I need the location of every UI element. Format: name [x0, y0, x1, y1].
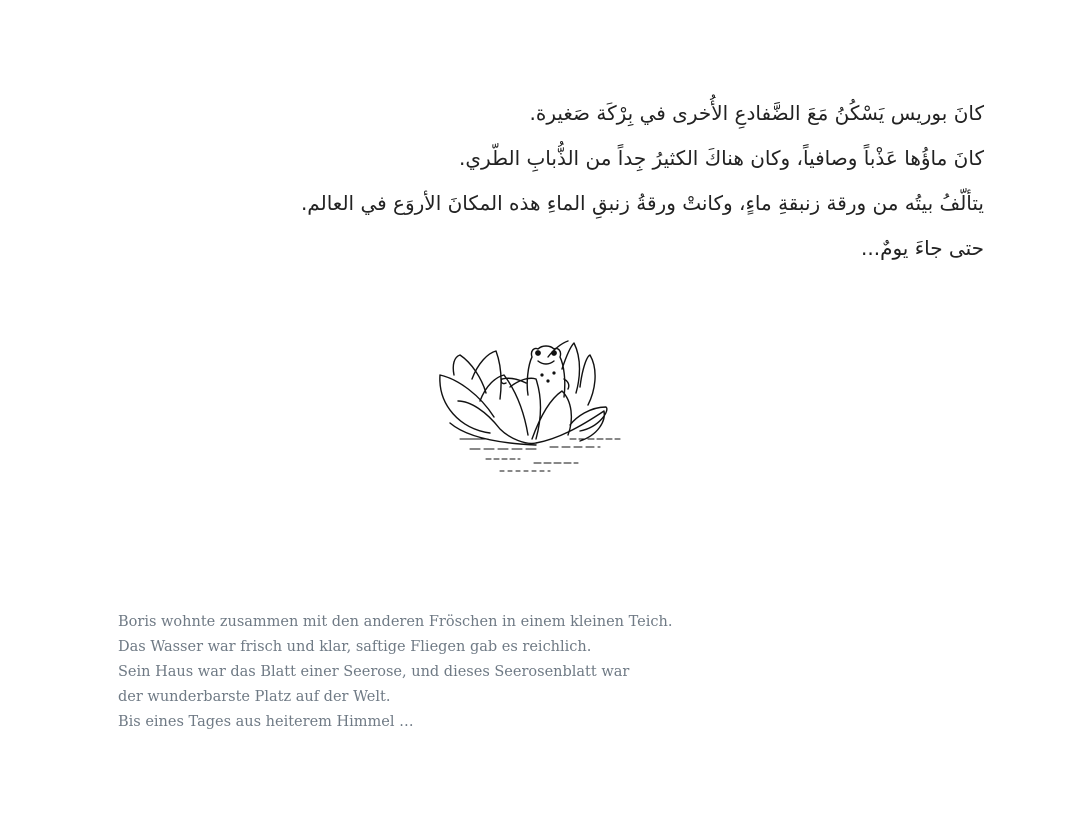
arabic-line-1: كانَ بوريس يَسْكُنُ مَعَ الضَّفادعِ الأُخرى في بِرْكَة صَغيرة. [529, 101, 984, 125]
frog-on-water-lily-icon [430, 335, 630, 480]
arabic-story-text [264, 92, 984, 272]
german-line-1: Boris wohnte zusammen mit den anderen Fröschen in einem kleinen Teich. [118, 614, 673, 630]
arabic-line-4: حتى جاءَ يومٌ... [861, 236, 984, 260]
arabic-line-3: يتألّفُ بيتُه من ورقة زنبقةِ ماءٍ، وكانتْ ورقةُ زنبقِ الماءِ هذه المكانَ الأروَع في العالم. [300, 191, 984, 215]
german-line-5: Bis eines Tages aus heiterem Himmel … [118, 714, 414, 730]
german-line-4: der wunderbarste Platz auf der Welt. [118, 689, 391, 705]
german-story-text [118, 610, 738, 735]
german-line-3: Sein Haus war das Blatt einer Seerose, und dieses Seerosenblatt war [118, 664, 630, 680]
arabic-line-2: كانَ ماؤُها عَذْباً وصافياً، وكان هناكَ الكثيرُ جِداً من الذُّبابِ الطّري. [459, 146, 984, 170]
german-line-2: Das Wasser war frisch und klar, saftige Fliegen gab es reichlich. [118, 639, 592, 655]
